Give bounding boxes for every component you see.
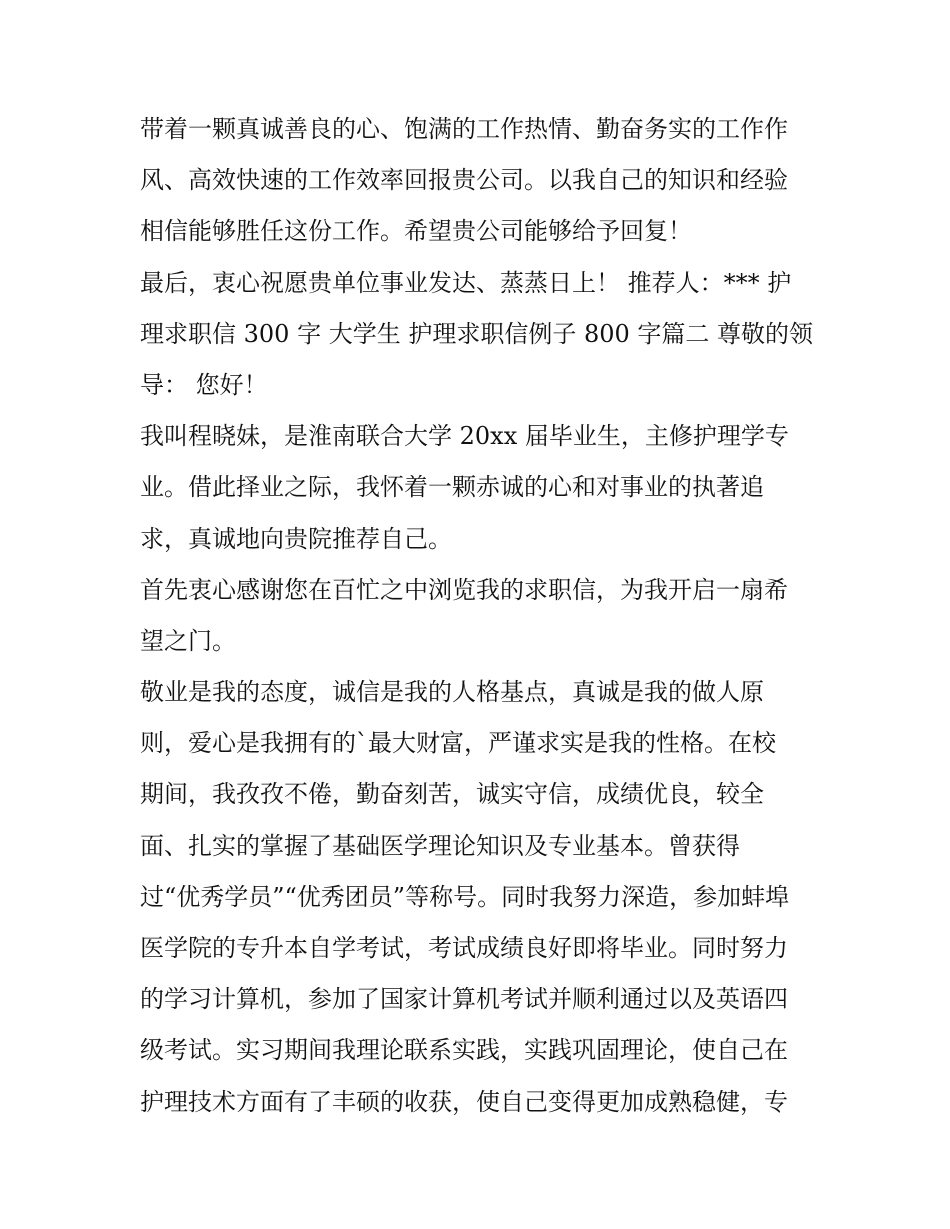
text-line: 级考试。实习期间我理论联系实践，实践巩固理论，使自己在 [140,1036,788,1065]
text-line: 最后，衷心祝愿贵单位事业发达、蒸蒸日上！ 推荐人：*** 护 [140,268,792,297]
text-line: 风、高效快速的工作效率回报贵公司。以我自己的知识和经验 [140,166,788,195]
text-line: 理求职信 300 字 大学生 护理求职信例子 800 字篇二 尊敬的领 [140,319,814,348]
text-line: 首先衷心感谢您在百忙之中浏览我的求职信，为我开启一扇希 [140,575,788,604]
text-line: 期间，我孜孜不倦，勤奋刻苦，诚实守信，成绩优良，较全 [140,780,764,809]
text-line: 业。借此择业之际，我怀着一颗赤诚的心和对事业的执著追 [140,473,764,502]
text-line: 求，真诚地向贵院推荐自己。 [140,524,452,553]
text-line: 面、扎实的掌握了基础医学理论知识及专业基本。曾获得 [140,831,740,860]
text-line: 护理技术方面有了丰硕的收获，使自己变得更加成熟稳健，专 [140,1087,788,1116]
body-text [140,104,820,1128]
text-line: 敬业是我的态度，诚信是我的人格基点，真诚是我的做人原 [140,678,764,707]
text-line: 望之门。 [140,626,236,655]
text-line: 的学习计算机，参加了国家计算机考试并顺利通过以及英语四 [140,985,788,1014]
text-line: 带着一颗真诚善良的心、饱满的工作热情、勤奋务实的工作作 [140,115,788,143]
text-line: 相信能够胜任这份工作。希望贵公司能够给予回复！ [140,217,692,246]
text-line: 我叫程晓妹，是淮南联合大学 20xx 届毕业生，主修护理学专 [140,422,789,451]
text-line: 过“优秀学员”“优秀团员”等称号。同时我努力深造，参加蚌埠 [140,882,790,911]
text-line: 医学院的专升本自学考试，考试成绩良好即将毕业。同时努力 [140,934,788,962]
text-line: 导： 您好！ [140,370,268,399]
text-line: 则，爱心是我拥有的`最大财富，严谨求实是我的性格。在校 [140,729,776,758]
